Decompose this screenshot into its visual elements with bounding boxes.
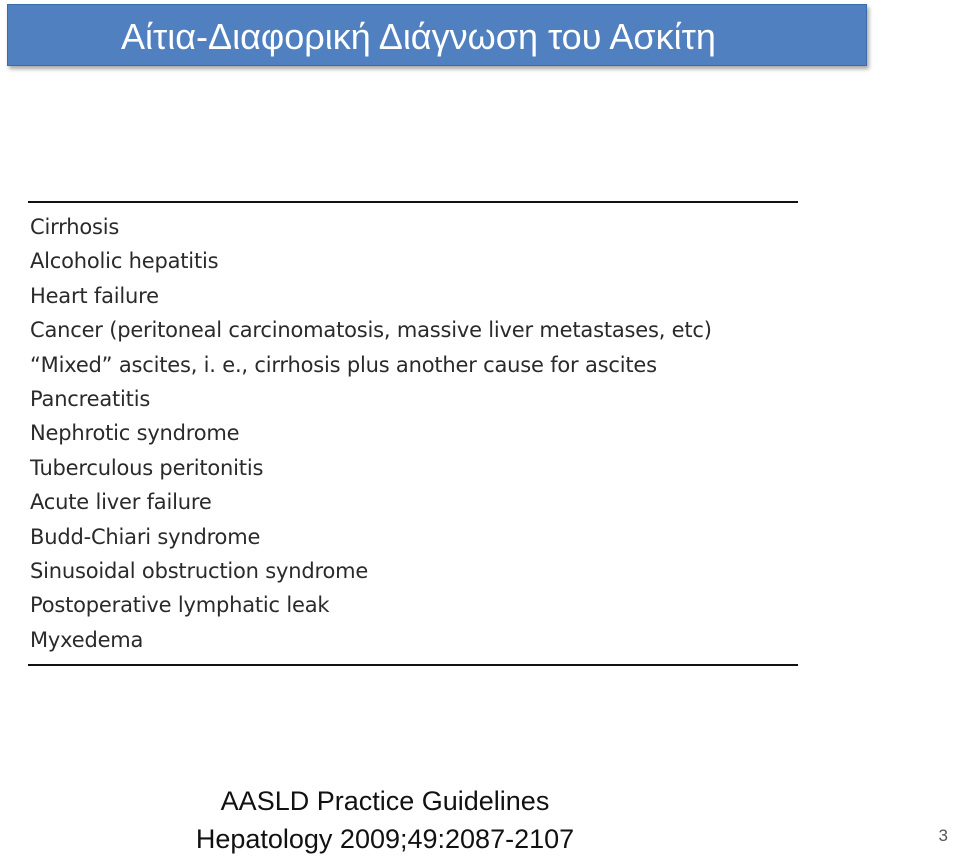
- list-item: Cirrhosis: [30, 215, 120, 239]
- citation-reference: Hepatology 2009;49:2087-2107: [195, 824, 575, 854]
- list-item: Heart failure: [30, 283, 159, 308]
- list-item: Acute liver failure: [30, 490, 212, 515]
- list-item: Budd-Chiari syndrome: [30, 524, 261, 549]
- causes-table: [28, 201, 798, 652]
- list-item: “Mixed” ascites, i. e., cirrhosis plus another cause for ascites: [30, 352, 657, 377]
- list-item: Nephrotic syndrome: [30, 421, 240, 446]
- citation-source: AASLD Practice Guidelines: [220, 786, 550, 816]
- table-bottom-rule: [28, 664, 798, 666]
- title-bar: [7, 4, 867, 66]
- list-item: Pancreatitis: [30, 386, 151, 411]
- page-number: 3: [938, 826, 948, 845]
- list-item: Alcoholic hepatitis: [30, 249, 219, 274]
- slide-title: Αίτια-Διαφορική Διάγνωση του Ασκίτη: [121, 16, 716, 57]
- citation: [0, 782, 770, 858]
- list-item: Cancer (peritoneal carcinomatosis, massive liver metastases, etc): [30, 318, 712, 343]
- table-top-rule: [28, 201, 798, 203]
- list-item: Postoperative lymphatic leak: [30, 593, 330, 618]
- causes-list: [30, 213, 712, 660]
- list-item: Tuberculous peritonitis: [30, 455, 264, 480]
- list-item: Myxedema: [30, 627, 144, 652]
- list-item: Sinusoidal obstruction syndrome: [30, 558, 369, 583]
